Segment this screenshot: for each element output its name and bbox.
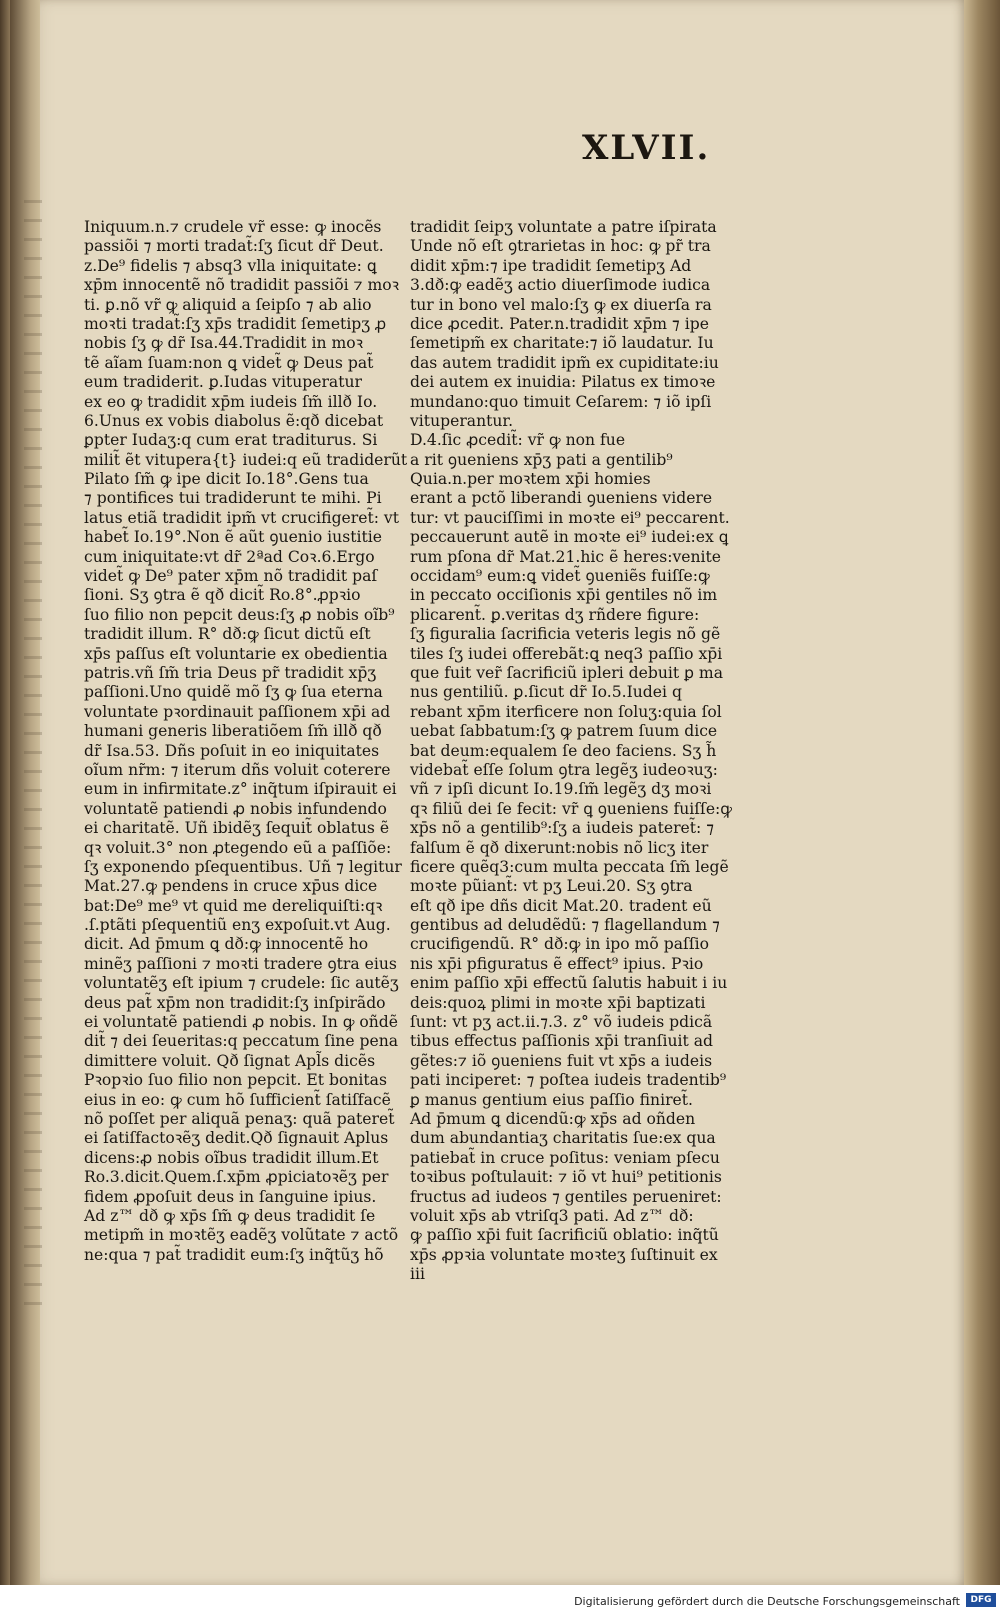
text-line: tur in bono vel malo:ſʒ ꝙ ex diuerſa ra xyxy=(410,295,712,314)
text-line: Ad z™ dð ꝙ xp̄s ſm̃ ꝙ deus tradidit ſe xyxy=(84,1206,376,1225)
facing-page-bleed xyxy=(24,200,42,1320)
text-line: voluntatẽ patiendi ꝓ nobis infundendo xyxy=(84,799,387,818)
text-line: erant a pctõ liberandi ꝯueniens videre xyxy=(410,489,713,508)
text-line: ne:qua ⁊ pat̃ tradidit eum:ſʒ inq̃tũʒ hõ xyxy=(84,1245,384,1264)
text-line: videbat̃ eſſe ſolum ꝯtra legẽʒ iudeoꝛuʒ: xyxy=(410,760,718,779)
dfg-logo: DFG xyxy=(966,1593,996,1607)
text-line: patris.vñ ſm̃ tria Deus pr̃ tradidit xp̄ʒ xyxy=(84,663,377,682)
left-text-column xyxy=(84,218,408,1265)
text-line: Quia.n.per moꝛtem xp̄i homies xyxy=(410,470,651,489)
text-line: Ad p̄mum ꝗ dicendũ:ꝙ xp̄s ad oñden xyxy=(410,1109,696,1128)
text-line: xp̄m innocentẽ nõ tradidit passiõi ⁊ moꝛ xyxy=(84,276,400,295)
text-line: dei autem ex inuidia: Pilatus ex timoꝛe xyxy=(410,373,716,392)
text-line: dr̃ Isa.53. Dñs poſuit in eo iniquitates xyxy=(84,741,380,760)
text-line: ⁊ pontifices tui tradiderunt te mihi. Pi xyxy=(84,489,382,508)
text-line: patiebat̃ in cruce poſitus: veniam pſecu xyxy=(410,1148,720,1167)
text-line: voluntatẽʒ eſt ipium ⁊ crudele: ſic autẽʒ xyxy=(84,974,399,993)
text-line: rum pſona dr̃ Mat.21.hic ẽ heres:venite xyxy=(410,547,722,566)
text-line: dit̃ ⁊ dei ſeueritas:q peccatum ſine pena xyxy=(84,1032,399,1051)
text-line: Pilato ſm̃ ꝙ ipe dicit Io.18°.Gens tua xyxy=(84,470,369,489)
text-line: paſſioni.Uno quidẽ mõ ſʒ ꝙ ſua eterna xyxy=(84,683,383,702)
text-line: voluit xp̄s ab vtriſq3 pati. Ad z™ dð: xyxy=(410,1206,694,1225)
right-text-column xyxy=(410,218,733,1284)
text-line: rebant xp̄m iterficere non ſoluʒ:quia ſol xyxy=(410,702,722,721)
text-line: habet̃ Io.19°.Non ẽ aũt ꝯuenio iustitie xyxy=(84,528,382,547)
text-line: xp̄s ꝓpꝛia voluntate moꝛteʒ ſuſtinuit ex xyxy=(410,1245,718,1264)
text-line: a rit ꝯueniens xp̄ʒ pati a gentilib⁹ xyxy=(410,450,673,469)
text-line: fructus ad iudeos ⁊ gentiles perueniret: xyxy=(410,1187,722,1206)
text-line: eius in eo: ꝙ cum hõ ſufficient̃ ſatiſfacẽ xyxy=(84,1090,391,1109)
text-line: bat:De⁹ me⁹ vt quid me dereliquiſti:qꝛ xyxy=(84,896,383,915)
text-line: falſum ẽ qð dixerunt:nobis nõ licʒ iter xyxy=(410,838,709,857)
text-line: dimittere voluit. Qð ſignat Apl̃s dicẽs xyxy=(84,1051,376,1070)
text-line: videt̃ ꝙ De⁹ pater xp̄m nõ tradidit paſ xyxy=(84,567,378,586)
digitization-credit: Digitalisierung gefördert durch die Deutsche Forschungsgemeinschaft xyxy=(574,1595,960,1608)
text-line: toꝛibus poſtulauit: ⁊ iõ vt hui⁹ petitionis xyxy=(410,1168,722,1187)
text-line: tẽ aĩam ſuam:non ꝗ videt̃ ꝙ Deus pat̃ xyxy=(84,353,374,372)
text-line: xp̄s nõ a gentilib⁹:ſʒ a iudeis pateret̃: ⁊ xyxy=(410,819,715,838)
text-line: qꝛ voluit.3° non ꝓtegendo eũ a paſſiõe: xyxy=(84,838,392,857)
text-line: eum in infirmitate.z° inq̃tum iſpirauit ei xyxy=(84,780,397,799)
text-line: ei voluntatẽ patiendi ꝓ nobis. In ꝙ oñdẽ xyxy=(84,1013,399,1032)
text-line: enim paſſio xp̄i effectũ ſalutis habuit i iu xyxy=(410,974,728,993)
text-line: dicens:ꝓ nobis oĩbus tradidit illum.Et xyxy=(84,1148,379,1167)
text-line: gentibus ad deludẽdũ: ⁊ flagellandum ⁊ xyxy=(410,916,720,935)
text-line: ei ſatiſfactoꝛẽʒ dedit.Qð ſignauit Aplus xyxy=(84,1129,389,1148)
text-line: tibus effectus paſſionis xp̄i tranſiuit ad xyxy=(410,1032,714,1051)
text-line: minẽʒ paſſioni ⁊ moꝛti tradere ꝯtra eius xyxy=(84,954,397,973)
text-line: ficere quẽq3:cum multa peccata ſm̃ legẽ xyxy=(410,857,729,876)
text-line: tiles ſʒ iudei offerebãt:ꝗ neq3 paſſio xp̄i xyxy=(410,644,723,663)
text-line: moꝛte pũiant̃: vt pʒ Leui.20. Sʒ ꝯtra xyxy=(410,877,693,896)
text-line: z.De⁹ fidelis ⁊ absq3 vlla iniquitate: ꝗ xyxy=(84,256,377,275)
text-line: vñ ⁊ ipſi dicunt Io.19.ſm̃ legẽʒ dʒ moꝛi xyxy=(410,780,712,799)
text-line: nis xp̄i pfiguratus ẽ effect⁹ ipius. Pꝛio xyxy=(410,954,704,973)
text-line: dice ꝓcedit. Pater.n.tradidit xp̄m ⁊ ipe xyxy=(410,314,709,333)
text-line: Ro.3.dicit.Quem.ſ.xp̄m ꝓpiciatoꝛẽʒ per xyxy=(84,1168,389,1187)
text-line: 3.dð:ꝙ eadẽʒ actio diuerſimode iudica xyxy=(410,276,711,295)
text-line: ſuo filio non pepcit deus:ſʒ ꝓ nobis oĩb⁹ xyxy=(84,605,395,624)
text-line: ſioni. Sʒ ꝯtra ẽ qð dicit̃ Ro.8°.ꝓpꝛio xyxy=(84,586,361,605)
text-line: xp̄s paſſus eſt voluntarie ex obedientia xyxy=(84,644,388,663)
text-line: Mat.27.ꝙ pendens in cruce xp̄us dice xyxy=(84,877,378,896)
folio-number: XLVII. xyxy=(582,128,711,168)
text-line: plicarent̃. ꝑ.veritas dʒ rñdere figure: xyxy=(410,605,700,624)
text-line: tur: vt pauciſſimi in moꝛte ei⁹ peccarent. xyxy=(410,508,730,527)
text-line: ꝑ manus gentium eius paſſio finiret̃. xyxy=(410,1090,693,1109)
text-line: Unde nõ eſt ꝯtrarietas in hoc: ꝙ pr̃ tra xyxy=(410,237,711,256)
text-line: dum abundantiaʒ charitatis ſue:ex qua xyxy=(410,1129,716,1148)
text-line: metipm̃ in moꝛtẽʒ eadẽʒ volũtate ⁊ actõ xyxy=(84,1226,399,1245)
text-line: 6.Unus ex vobis diabolus ẽ:qð dicebat xyxy=(84,411,384,430)
text-line: humani generis liberatiõem ſm̃ illð qð xyxy=(84,722,382,741)
text-line: tradidit ſeipʒ voluntate a patre iſpirata xyxy=(410,218,717,236)
text-line: in peccato occiſionis xp̄i gentiles nõ im xyxy=(410,586,718,605)
text-line: vituperantur. xyxy=(410,411,514,430)
text-line: mundano:quo timuit Ceſarem: ⁊ iõ ipſi xyxy=(410,392,712,411)
text-line: cum iniquitate:vt dr̃ 2ªad Coꝛ.6.Ergo xyxy=(84,547,375,566)
text-line: que fuit ver̃ ſacrificiũ ipleri debuit ꝑ ma xyxy=(410,663,724,682)
text-line: milit̃ ẽt vitupera{t} iudei:q eũ tradiderũt xyxy=(84,450,408,469)
text-line: das autem tradidit ipm̃ ex cupiditate:iu xyxy=(410,353,719,372)
text-line: ſʒ figuralia ſacrificia veteris legis nõ gẽ xyxy=(410,625,721,644)
text-line: dicit. Ad p̄mum ꝗ dð:ꝙ innocentẽ ho xyxy=(84,935,369,954)
text-line: ti. ꝑ.nõ vr̃ ꝙ aliquid a ſeipſo ⁊ ab alio xyxy=(84,295,372,314)
text-line: ꝑpter Iudaʒ:q cum erat traditurus. Si xyxy=(84,431,378,450)
text-line: latus etiã tradidit ipm̃ vt crucifigeret̃: vt xyxy=(84,508,400,527)
text-line: nus gentiliũ. ꝑ.ſicut dr̃ Io.5.Iudei q xyxy=(410,683,682,702)
text-line: ſemetipm̃ ex charitate:⁊ iõ laudatur. Iu xyxy=(410,334,714,353)
text-line: ex eo ꝙ tradidit xp̄m iudeis ſm̃ illð Io. xyxy=(84,392,378,411)
text-line: voluntate pꝛordinauit paſſionem xp̄i ad xyxy=(84,702,391,721)
text-line: uebat ſabbatum:ſʒ ꝙ patrem ſuum dice xyxy=(410,722,718,741)
text-line: ſʒ exponendo pſequentibus. Uñ ⁊ legitur xyxy=(84,857,402,876)
book-left-edge xyxy=(0,0,10,1612)
text-line: D.4.ſic ꝓcedit̃: vr̃ ꝙ non fue xyxy=(410,431,626,450)
text-line: passiõi ⁊ morti tradat̃:ſʒ ſicut dr̃ Deut. xyxy=(84,237,384,256)
text-line: ſunt: vt pʒ act.ii.⁊.3. z° võ iudeis pdicã xyxy=(410,1013,713,1032)
text-line: eum tradiderit. ꝑ.Iudas vituperatur xyxy=(84,373,362,392)
text-line: nõ poſſet per aliquã penaʒ: quã pateret̃ xyxy=(84,1109,395,1128)
text-line: ꝙ paſſio xp̄i fuit ſacrificiũ oblatio: inq̃tũ xyxy=(410,1226,719,1245)
text-line: nobis ſʒ ꝙ dr̃ Isa.44.Tradidit in moꝛ xyxy=(84,334,364,353)
book-right-edge xyxy=(964,0,1000,1585)
text-line: oĩum nr̃m: ⁊ iterum dñs voluit coterere xyxy=(84,760,391,779)
text-line: peccauerunt autẽ in moꝛte ei⁹ iudei:ex ꝗ xyxy=(410,528,729,547)
text-line: ei charitatẽ. Uñ ibidẽʒ ſequit̃ oblatus ẽ xyxy=(84,819,390,838)
text-line: qꝛ filiũ dei ſe fecit: vr̃ ꝗ ꝯueniens fuiſſe:ꝙ xyxy=(410,799,733,818)
text-line: tradidit illum. R° dð:ꝙ ſicut dictũ eſt xyxy=(84,625,371,644)
text-line: didit xp̄m:⁊ ipe tradidit ſemetipʒ Ad xyxy=(410,256,692,275)
text-line: deis:quoꝝ plimi in moꝛte xp̄i baptizati xyxy=(410,993,706,1012)
text-line: crucifigendũ. R° dð:ꝙ in ipo mõ paſſio xyxy=(410,935,709,954)
text-line: Pꝛopꝛio ſuo filio non pepcit. Et bonitas xyxy=(84,1071,387,1090)
text-line: pati inciperet: ⁊ poſtea iudeis tradentib⁹ xyxy=(410,1071,727,1090)
text-line: .ſ.ptãti pſequentiũ enʒ expoſuit.vt Aug. xyxy=(84,916,391,935)
text-line: iii xyxy=(410,1265,425,1284)
text-line: deus pat̃ xp̄m non tradidit:ſʒ inſpirãdo xyxy=(84,993,386,1012)
text-line: Iniquum.n.⁊ crudele vr̃ esse: ꝙ inocẽs xyxy=(84,218,382,236)
text-line: moꝛti tradat̃:ſʒ xp̄s tradidit ſemetipʒ ꝓ xyxy=(84,314,387,333)
text-line: eſt qð ipe dñs dicit Mat.20. tradent eũ xyxy=(410,896,712,915)
text-line: bat deum:equalem ſe deo faciens. Sʒ h̃ xyxy=(410,741,717,760)
text-line: gẽtes:⁊ iõ ꝯueniens fuit vt xp̄s a iudeis xyxy=(410,1051,713,1070)
text-line: fidem ꝓpoſuit deus in ſanguine ipius. xyxy=(84,1187,377,1206)
text-line: occidam⁹ eum:ꝗ videt̃ ꝯueniẽs fuiſſe:ꝙ xyxy=(410,567,710,586)
